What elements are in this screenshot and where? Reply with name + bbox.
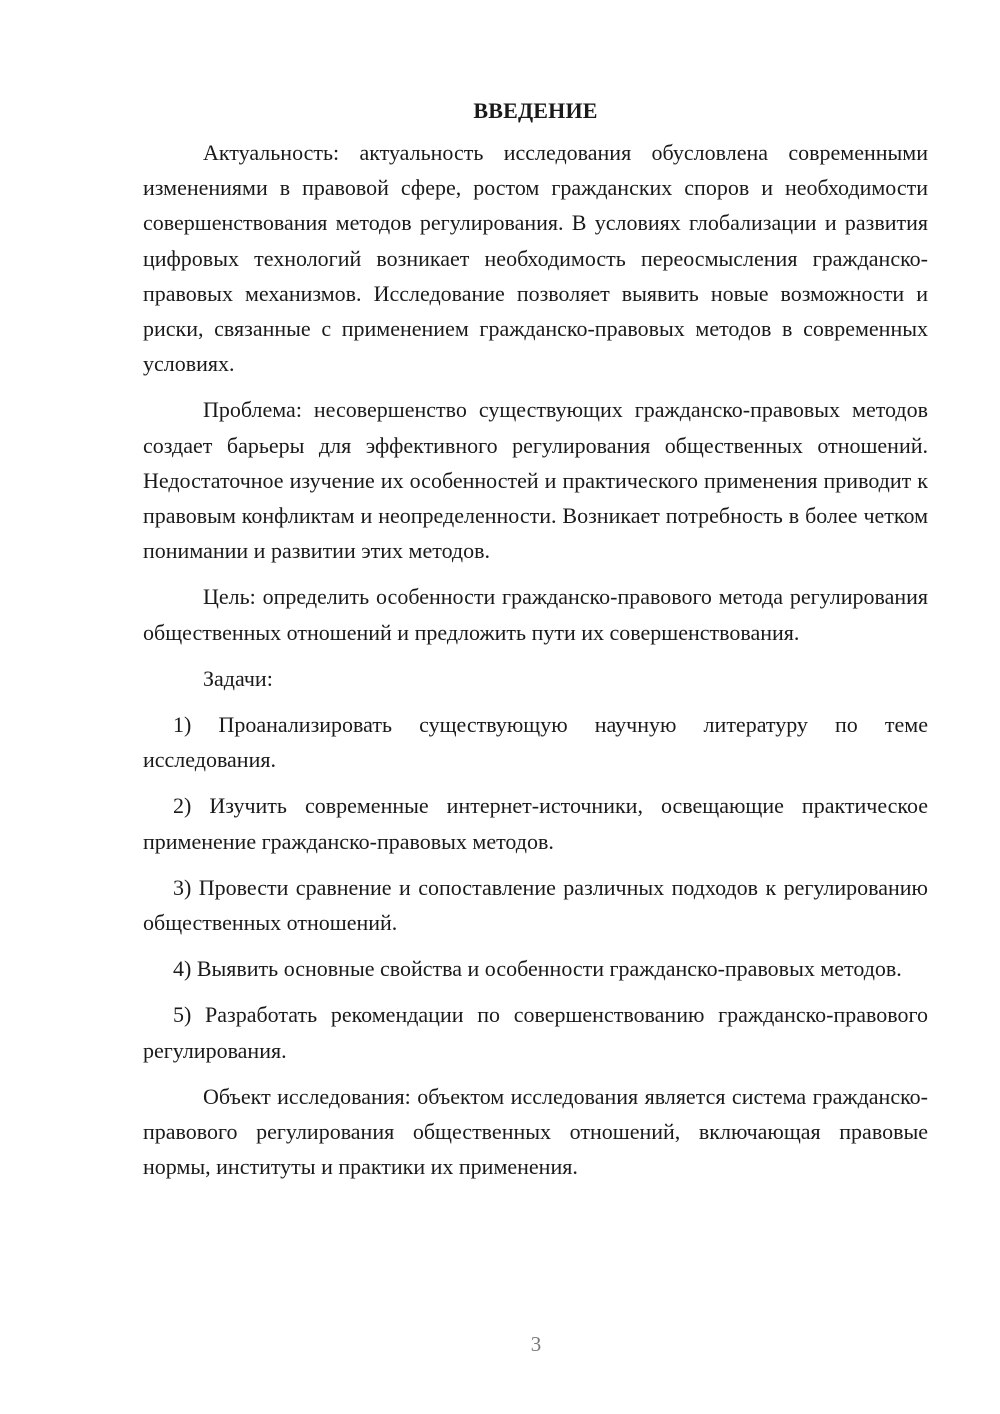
task-item-1: 1) Проанализировать существующую научную литературу по теме исследования.	[143, 712, 928, 773]
document-page	[143, 88, 928, 1184]
page-title: ВВЕДЕНИЕ	[473, 98, 598, 123]
paragraph-relevance: Актуальность: актуальность исследования обусловлена современными изменениями в правовой сфере, ростом гражданских споров и необходимости совершенствования методов регулирования. В условиях глобализации и развития цифровых технологий возникает необходимость переосмысления гражданско-правовых механизмов. Исследование позволяет выявить новые возможности и риски, связанные с применением гражданско-правовых методов в современных условиях.	[143, 140, 928, 377]
tasks-label: Задачи:	[203, 665, 273, 691]
paragraph-object: Объект исследования: объектом исследования является система гражданско-правового регулирования общественных отношений, включающая правовые нормы, институты и практики их применения.	[143, 1083, 928, 1180]
task-item-3: 3) Провести сравнение и сопоставление различных подходов к регулированию общественных отношений.	[143, 874, 928, 936]
task-item-4: 4) Выявить основные свойства и особенности гражданско-правовых методов.	[173, 956, 902, 982]
paragraph-problem: Проблема: несовершенство существующих гражданско-правовых методов создает барьеры для эффективного регулирования общественных отношений. Недостаточное изучение их особенностей и практического применения приводит к правовым конфликтам и неопределенности. Возникает потребность в более четком понимании и развитии этих методов.	[143, 397, 928, 564]
page-number: 3	[530, 1332, 542, 1356]
paragraph-goal: Цель: определить особенности гражданско-правового метода регулирования общественных отношений и предложить пути их совершенствования.	[143, 584, 928, 645]
task-item-2: 2) Изучить современные интернет-источники, освещающие практическое применение гражданско-правовых методов.	[143, 793, 928, 854]
task-item-5: 5) Разработать рекомендации по совершенствованию гражданско-правового регулирования.	[143, 1002, 928, 1063]
